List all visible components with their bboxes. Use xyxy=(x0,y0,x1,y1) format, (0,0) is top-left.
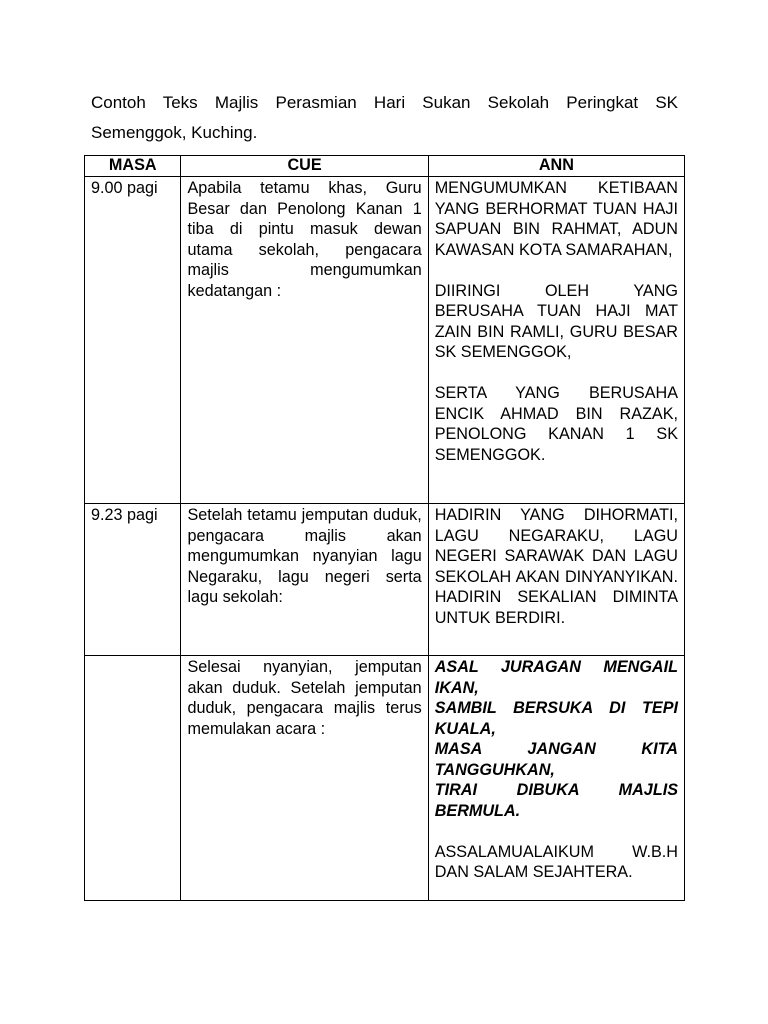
cue-cell: Apabila tetamu khas, Guru Besar dan Penolong Kanan 1 tiba di pintu masuk dewan utama sekolah, pengacara majlis mengumumkan kedatangan : xyxy=(181,177,428,504)
pantun-line: ASAL JURAGAN MENGAIL IKAN, xyxy=(434,658,678,697)
ann-paragraph: MENGUMUMKAN KETIBAAN YANG BERHORMAT TUAN HAJI SAPUAN BIN RAHMAT, ADUN KAWASAN KOTA SAMARAHAN, xyxy=(434,179,678,259)
ann-cell xyxy=(428,656,684,901)
pantun-line: SAMBIL BERSUKA DI TEPI KUALA, xyxy=(434,699,678,738)
masa-cell xyxy=(85,656,181,901)
pantun-line: TIRAI DIBUKA MAJLIS BERMULA. xyxy=(434,781,678,820)
table-row xyxy=(85,656,685,901)
table-header-row xyxy=(85,156,685,177)
table-row xyxy=(85,177,685,504)
ann-cell xyxy=(428,177,684,504)
masa-cell: 9.23 pagi xyxy=(85,504,181,656)
event-script-table xyxy=(84,155,685,901)
pantun-line: MASA JANGAN KITA TANGGUHKAN, xyxy=(434,740,678,779)
table-row xyxy=(85,504,685,656)
masa-cell: 9.00 pagi xyxy=(85,177,181,504)
pantun-verse xyxy=(435,657,678,821)
document-intro: Contoh Teks Majlis Perasmian Hari Sukan Sekolah Peringkat SK Semenggok, Kuching. xyxy=(91,93,678,142)
cue-cell: Selesai nyanyian, jemputan akan duduk. Setelah jemputan duduk, pengacara majlis terus memulakan acara : xyxy=(181,656,428,901)
cue-cell: Setelah tetamu jemputan duduk, pengacara majlis akan mengumumkan nyanyian lagu Negaraku, lagu negeri serta lagu sekolah: xyxy=(181,504,428,656)
ann-paragraph: ASSALAMUALAIKUM W.B.H DAN SALAM SEJAHTERA. xyxy=(434,842,678,881)
header-cue: CUE xyxy=(181,156,428,177)
ann-cell xyxy=(428,504,684,656)
header-masa: MASA xyxy=(85,156,181,177)
ann-paragraph: HADIRIN YANG DIHORMATI, LAGU NEGARAKU, LAGU NEGERI SARAWAK DAN LAGU SEKOLAH AKAN DINYANYIKAN. HADIRIN SEKALIAN DIMINTA UNTUK BERDIRI. xyxy=(434,506,678,627)
ann-paragraph: DIIRINGI OLEH YANG BERUSAHA TUAN HAJI MAT ZAIN BIN RAMLI, GURU BESAR SK SEMENGGOK, xyxy=(434,281,678,361)
ann-paragraph: SERTA YANG BERUSAHA ENCIK AHMAD BIN RAZAK, PENOLONG KANAN 1 SK SEMENGGOK. xyxy=(434,384,678,464)
header-ann: ANN xyxy=(428,156,684,177)
